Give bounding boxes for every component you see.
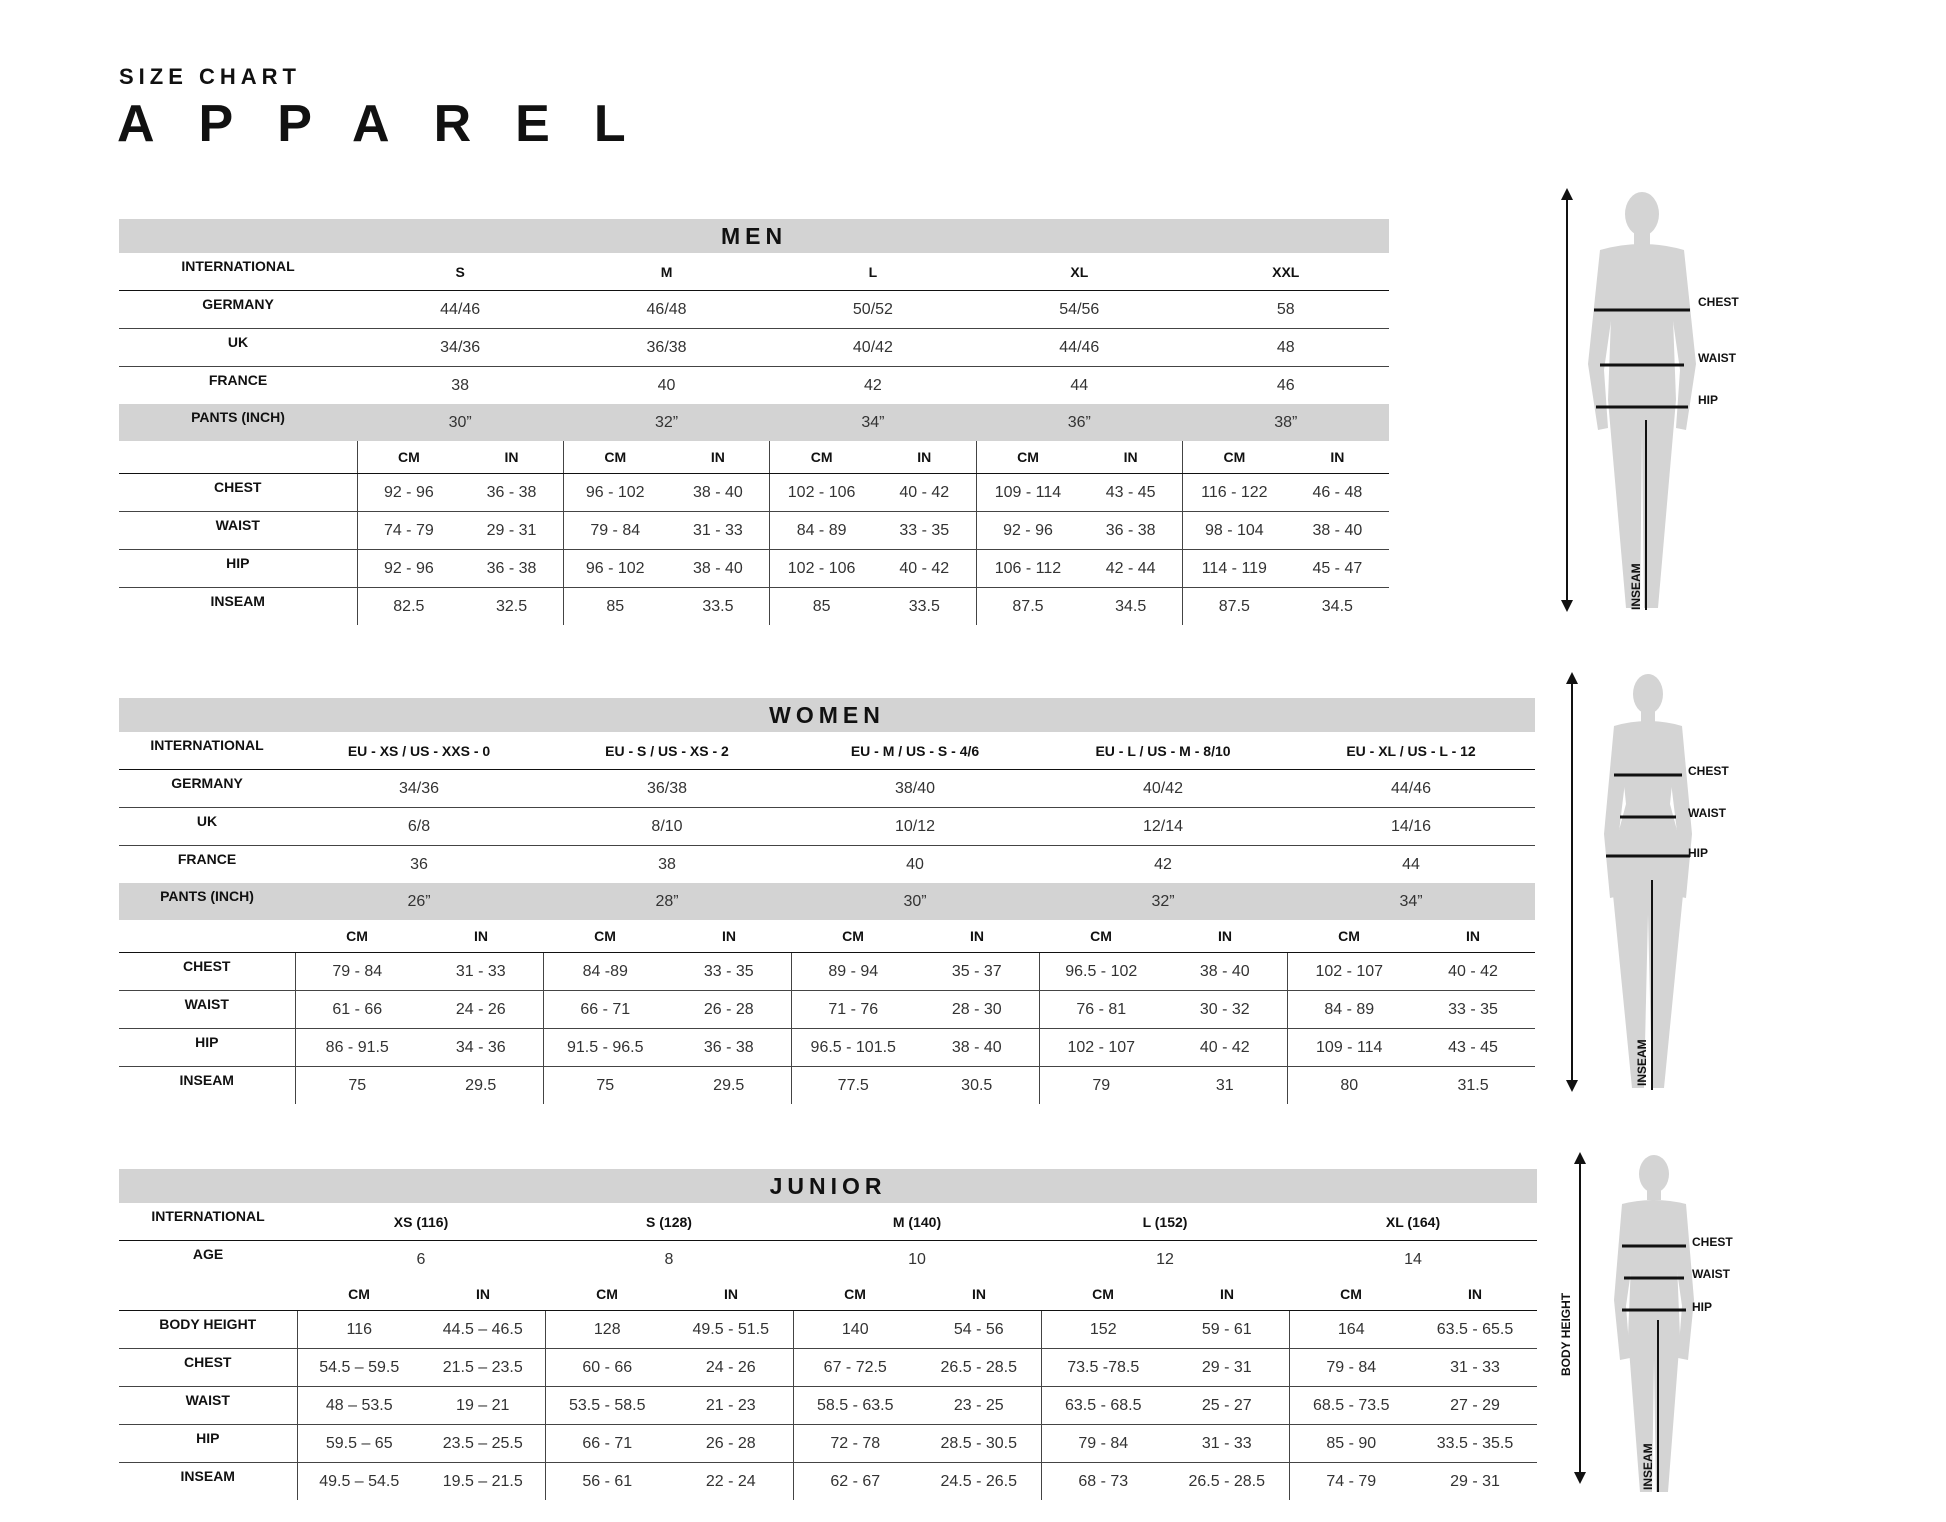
table-cell: 71 - 76 xyxy=(791,991,915,1029)
table-cell: 36/38 xyxy=(543,770,791,808)
table-cell: 27 - 29 xyxy=(1413,1387,1537,1425)
table-cell: 10 xyxy=(908,1250,926,1268)
row-label: UK xyxy=(119,329,357,367)
table-cell: 33.5 xyxy=(702,597,734,615)
table-cell: 114 - 119 xyxy=(1183,550,1286,588)
row-label: HIP xyxy=(119,1029,295,1067)
table-cell: 29 - 31 xyxy=(460,512,563,550)
table-cell: 59 - 61 xyxy=(1165,1311,1289,1349)
row-label: FRANCE xyxy=(177,851,237,867)
row-label: AGE xyxy=(192,1246,224,1262)
table-cell: 75 xyxy=(295,1067,419,1105)
table-cell: 19 – 21 xyxy=(421,1387,545,1425)
unit-header: IN xyxy=(460,441,563,474)
row-label: PANTS (INCH) xyxy=(119,404,357,441)
table-cell: 109 - 114 xyxy=(1287,1029,1411,1067)
table-cell: 73.5 -78.5 xyxy=(1041,1349,1165,1387)
table-cell: 29 - 31 xyxy=(1165,1349,1289,1387)
table-cell: 79 xyxy=(1039,1067,1163,1105)
size-header: XL xyxy=(976,253,1182,291)
chest-label: CHEST xyxy=(1692,1235,1733,1249)
chart-subtitle: SIZE CHART xyxy=(119,64,301,89)
table-cell: 38 - 40 xyxy=(1286,512,1389,550)
table-cell: 152 xyxy=(1041,1311,1165,1349)
table-cell: 32.5 xyxy=(495,597,528,615)
table-cell: 79 - 84 xyxy=(295,953,419,991)
table-cell: 80 xyxy=(1287,1067,1411,1105)
table-cell: 85 xyxy=(770,588,873,626)
unit-header: CM xyxy=(545,1278,669,1311)
hip-label: HIP xyxy=(1698,393,1719,407)
row-label: GERMANY xyxy=(119,770,295,808)
size-header: M (140) xyxy=(793,1203,1041,1241)
table-cell: 79 - 84 xyxy=(1041,1425,1165,1463)
unit-header: IN xyxy=(1286,441,1389,474)
body-silhouette-icon xyxy=(1588,192,1696,608)
table-cell: 87.5 xyxy=(1183,588,1286,626)
table-cell: 128 xyxy=(545,1311,669,1349)
table-cell: 26.5 - 28.5 xyxy=(917,1349,1041,1387)
table-cell: 68 - 73 xyxy=(1041,1463,1165,1501)
table-cell: 46 - 48 xyxy=(1286,474,1389,512)
unit-header: CM xyxy=(976,441,1079,474)
table-cell: 29.5 xyxy=(465,1076,497,1094)
table-cell: 31 - 33 xyxy=(1413,1349,1537,1387)
row-label: HIP xyxy=(119,550,357,588)
table-cell: 63.5 - 65.5 xyxy=(1413,1311,1537,1349)
size-header: EU - XS / US - XXS - 0 xyxy=(295,732,543,770)
table-cell: 23.5 – 25.5 xyxy=(421,1425,545,1463)
women-body-figure xyxy=(1560,664,1780,1104)
table-cell: 85 xyxy=(563,588,666,626)
row-label: PANTS (INCH) xyxy=(119,883,295,920)
table-cell: 31 - 33 xyxy=(1165,1425,1289,1463)
table-cell: 29.5 xyxy=(713,1076,745,1094)
table-cell: 30” xyxy=(791,883,1039,920)
row-label: WAIST xyxy=(119,1387,297,1425)
table-cell: 58 xyxy=(1183,291,1390,329)
unit-header: IN xyxy=(1079,441,1182,474)
row-label: INSEAM xyxy=(180,1468,235,1484)
unit-header: CM xyxy=(793,1278,917,1311)
table-cell: 49.5 - 51.5 xyxy=(669,1311,793,1349)
table-cell: 86 - 91.5 xyxy=(295,1029,419,1067)
table-cell: 24 - 26 xyxy=(419,991,543,1029)
size-header: XL (164) xyxy=(1289,1203,1537,1241)
table-cell: 31 - 33 xyxy=(667,512,770,550)
table-cell: 43 - 45 xyxy=(1411,1029,1535,1067)
unit-header: IN xyxy=(1163,920,1287,953)
table-cell: 36 - 38 xyxy=(667,1029,791,1067)
table-cell: 24.5 - 26.5 xyxy=(940,1472,1017,1490)
table-cell: 8 xyxy=(664,1250,674,1268)
table-cell: 102 - 106 xyxy=(770,474,873,512)
table-cell: 21 - 23 xyxy=(669,1387,793,1425)
size-header: L xyxy=(770,253,976,291)
table-cell: 53.5 - 58.5 xyxy=(545,1387,669,1425)
table-cell: 19.5 – 21.5 xyxy=(442,1472,523,1490)
table-cell: 34” xyxy=(770,404,976,441)
table-cell: 50/52 xyxy=(770,291,976,329)
size-header: EU - S / US - XS - 2 xyxy=(543,732,791,770)
table-cell: 98 - 104 xyxy=(1183,512,1286,550)
row-label: INSEAM xyxy=(210,593,265,609)
body-height-label: BODY HEIGHT xyxy=(1559,1292,1573,1376)
table-cell: 34/36 xyxy=(357,329,563,367)
table-cell: 84 - 89 xyxy=(770,512,873,550)
body-silhouette-icon xyxy=(1604,674,1692,1088)
table-cell: 42 - 44 xyxy=(1079,550,1182,588)
table-cell: 36 xyxy=(410,855,428,873)
table-cell: 31 - 33 xyxy=(419,953,543,991)
table-cell: 46 xyxy=(1276,376,1295,394)
table-cell: 38/40 xyxy=(791,770,1039,808)
table-cell: 33 - 35 xyxy=(873,512,976,550)
table-cell: 60 - 66 xyxy=(545,1349,669,1387)
size-header: EU - M / US - S - 4/6 xyxy=(791,732,1039,770)
table-cell: 72 - 78 xyxy=(793,1425,917,1463)
table-cell: 58.5 - 63.5 xyxy=(793,1387,917,1425)
table-cell: 75 xyxy=(543,1067,667,1105)
table-cell: 89 - 94 xyxy=(791,953,915,991)
table-cell: 21.5 – 23.5 xyxy=(421,1349,545,1387)
table-cell: 46/48 xyxy=(563,291,769,329)
table-cell: 38” xyxy=(1183,404,1390,441)
unit-header: IN xyxy=(667,441,770,474)
table-cell: 44/46 xyxy=(357,291,563,329)
row-label: INTERNATIONAL xyxy=(119,253,357,291)
table-cell: 91.5 - 96.5 xyxy=(543,1029,667,1067)
waist-label: WAIST xyxy=(1692,1267,1730,1281)
table-cell: 74 - 79 xyxy=(1289,1463,1413,1501)
table-cell: 36 - 38 xyxy=(460,550,563,588)
junior-body-figure xyxy=(1550,1140,1770,1510)
table-cell: 28.5 - 30.5 xyxy=(917,1425,1041,1463)
table-cell: 84 -89 xyxy=(543,953,667,991)
table-cell: 38 - 40 xyxy=(667,550,770,588)
size-header: L (152) xyxy=(1041,1203,1289,1241)
table-cell: 14 xyxy=(1404,1250,1422,1268)
men-size-table xyxy=(119,219,1389,625)
unit-header: CM xyxy=(1289,1278,1413,1311)
table-cell: 29 - 31 xyxy=(1450,1472,1500,1490)
table-cell: 40 xyxy=(906,855,924,873)
unit-header: IN xyxy=(1165,1278,1289,1311)
table-cell: 26.5 - 28.5 xyxy=(1188,1472,1265,1490)
table-cell: 38 xyxy=(451,376,470,394)
table-cell: 49.5 – 54.5 xyxy=(297,1463,421,1501)
men-section-title: MEN xyxy=(119,219,1389,253)
table-cell: 36” xyxy=(976,404,1182,441)
table-cell: 92 - 96 xyxy=(357,550,460,588)
table-cell: 42 xyxy=(864,376,882,394)
table-cell: 79 - 84 xyxy=(1289,1349,1413,1387)
table-cell: 68.5 - 73.5 xyxy=(1289,1387,1413,1425)
unit-header: CM xyxy=(563,441,666,474)
size-header: XXL xyxy=(1183,253,1390,291)
row-label: INTERNATIONAL xyxy=(119,732,295,770)
chest-label: CHEST xyxy=(1698,295,1739,309)
table-cell: 34.5 xyxy=(1115,597,1147,615)
unit-header: CM xyxy=(1041,1278,1165,1311)
row-label: WAIST xyxy=(119,512,357,550)
junior-size-table xyxy=(119,1169,1537,1500)
table-cell: 96.5 - 102 xyxy=(1039,953,1163,991)
table-cell: 38 - 40 xyxy=(915,1029,1039,1067)
table-cell: 96.5 - 101.5 xyxy=(791,1029,915,1067)
table-cell: 34.5 xyxy=(1321,597,1353,615)
table-cell: 102 - 106 xyxy=(770,550,873,588)
unit-corner xyxy=(119,441,357,474)
table-cell: 28” xyxy=(543,883,791,920)
table-cell: 34 - 36 xyxy=(419,1029,543,1067)
table-cell: 56 - 61 xyxy=(545,1463,669,1501)
unit-header: IN xyxy=(1411,920,1535,953)
table-cell: 30 - 32 xyxy=(1163,991,1287,1029)
row-label: CHEST xyxy=(119,953,295,991)
waist-label: WAIST xyxy=(1688,806,1726,820)
inseam-label: INSEAM xyxy=(1629,563,1643,610)
row-label: INTERNATIONAL xyxy=(119,1203,297,1241)
unit-header: CM xyxy=(1039,920,1163,953)
unit-header: CM xyxy=(791,920,915,953)
table-cell: 44/46 xyxy=(976,329,1182,367)
row-label: CHEST xyxy=(119,1349,297,1387)
unit-header: CM xyxy=(770,441,873,474)
table-cell: 40/42 xyxy=(770,329,976,367)
table-cell: 67 - 72.5 xyxy=(793,1349,917,1387)
row-label: CHEST xyxy=(119,474,357,512)
table-cell: 82.5 xyxy=(357,588,460,626)
row-label: FRANCE xyxy=(208,372,268,388)
women-section-title: WOMEN xyxy=(119,698,1535,732)
table-cell: 62 - 67 xyxy=(793,1463,917,1501)
table-cell: 63.5 - 68.5 xyxy=(1041,1387,1165,1425)
table-cell: 92 - 96 xyxy=(357,474,460,512)
size-header: S xyxy=(357,253,563,291)
table-cell: 33 - 35 xyxy=(667,953,791,991)
row-label: HIP xyxy=(119,1425,297,1463)
unit-header: IN xyxy=(917,1278,1041,1311)
table-cell: 79 - 84 xyxy=(563,512,666,550)
table-cell: 54.5 – 59.5 xyxy=(297,1349,421,1387)
unit-header: CM xyxy=(357,441,460,474)
table-cell: 164 xyxy=(1289,1311,1413,1349)
table-cell: 109 - 114 xyxy=(976,474,1079,512)
table-cell: 31.5 xyxy=(1457,1076,1489,1094)
men-body-figure xyxy=(1550,180,1770,620)
table-cell: 44 xyxy=(1402,855,1420,873)
table-cell: 22 - 24 xyxy=(705,1472,756,1490)
table-cell: 102 - 107 xyxy=(1287,953,1411,991)
row-label: UK xyxy=(119,808,295,846)
row-label: GERMANY xyxy=(119,291,357,329)
chart-title: APPAREL xyxy=(117,95,670,153)
table-cell: 54/56 xyxy=(976,291,1182,329)
table-cell: 66 - 71 xyxy=(545,1425,669,1463)
unit-header: CM xyxy=(295,920,419,953)
table-cell: 30” xyxy=(357,404,563,441)
table-cell: 40 - 42 xyxy=(1163,1029,1287,1067)
unit-header: IN xyxy=(419,920,543,953)
unit-header: CM xyxy=(1287,920,1411,953)
hip-label: HIP xyxy=(1692,1300,1713,1314)
table-cell: 33.5 xyxy=(908,597,940,615)
row-label: BODY HEIGHT xyxy=(119,1311,297,1349)
inseam-label: INSEAM xyxy=(1641,1443,1655,1490)
table-cell: 85 - 90 xyxy=(1289,1425,1413,1463)
table-cell: 38 - 40 xyxy=(1163,953,1287,991)
table-cell: 96 - 102 xyxy=(563,550,666,588)
table-cell: 54 - 56 xyxy=(917,1311,1041,1349)
table-cell: 10/12 xyxy=(791,808,1039,846)
unit-header: IN xyxy=(873,441,976,474)
table-cell: 48 – 53.5 xyxy=(297,1387,421,1425)
women-size-table xyxy=(119,698,1535,1104)
table-cell: 33 - 35 xyxy=(1411,991,1535,1029)
size-header: EU - L / US - M - 8/10 xyxy=(1039,732,1287,770)
table-cell: 12/14 xyxy=(1039,808,1287,846)
table-cell: 25 - 27 xyxy=(1165,1387,1289,1425)
table-cell: 36/38 xyxy=(563,329,769,367)
table-cell: 34/36 xyxy=(295,770,543,808)
table-cell: 36 - 38 xyxy=(460,474,563,512)
table-cell: 40 - 42 xyxy=(1411,953,1535,991)
table-cell: 40 xyxy=(657,376,676,394)
table-cell: 84 - 89 xyxy=(1287,991,1411,1029)
table-cell: 140 xyxy=(793,1311,917,1349)
junior-section-title: JUNIOR xyxy=(119,1169,1537,1203)
table-cell: 38 - 40 xyxy=(667,474,770,512)
chest-label: CHEST xyxy=(1688,764,1729,778)
table-cell: 6 xyxy=(416,1250,426,1268)
table-cell: 44 xyxy=(1070,376,1089,394)
table-cell: 33.5 - 35.5 xyxy=(1413,1425,1537,1463)
table-cell: 26 - 28 xyxy=(667,991,791,1029)
waist-label: WAIST xyxy=(1698,351,1736,365)
table-cell: 61 - 66 xyxy=(295,991,419,1029)
table-cell: 116 - 122 xyxy=(1183,474,1286,512)
table-cell: 6/8 xyxy=(295,808,543,846)
unit-header: IN xyxy=(1413,1278,1537,1311)
hip-label: HIP xyxy=(1688,846,1709,860)
table-cell: 45 - 47 xyxy=(1286,550,1389,588)
unit-header: IN xyxy=(667,920,791,953)
table-cell: 26” xyxy=(295,883,543,920)
table-cell: 40 - 42 xyxy=(873,474,976,512)
table-cell: 106 - 112 xyxy=(976,550,1079,588)
table-cell: 32” xyxy=(1039,883,1287,920)
table-cell: 48 xyxy=(1183,329,1390,367)
unit-corner xyxy=(119,920,295,953)
table-cell: 32” xyxy=(563,404,769,441)
table-cell: 30.5 xyxy=(961,1076,993,1094)
table-cell: 77.5 xyxy=(791,1067,915,1105)
table-cell: 40/42 xyxy=(1039,770,1287,808)
table-cell: 12 xyxy=(1156,1250,1174,1268)
table-cell: 40 - 42 xyxy=(873,550,976,588)
unit-corner xyxy=(119,1278,297,1311)
table-cell: 116 xyxy=(297,1311,421,1349)
table-cell: 38 xyxy=(658,855,676,873)
unit-header: CM xyxy=(297,1278,421,1311)
table-cell: 43 - 45 xyxy=(1079,474,1182,512)
body-silhouette-icon xyxy=(1614,1155,1694,1492)
size-header: M xyxy=(563,253,769,291)
size-header: S (128) xyxy=(545,1203,793,1241)
size-header: EU - XL / US - L - 12 xyxy=(1287,732,1535,770)
table-cell: 23 - 25 xyxy=(917,1387,1041,1425)
table-cell: 26 - 28 xyxy=(669,1425,793,1463)
unit-header: IN xyxy=(669,1278,793,1311)
table-cell: 34” xyxy=(1287,883,1535,920)
table-cell: 42 xyxy=(1154,855,1172,873)
unit-header: IN xyxy=(421,1278,545,1311)
table-cell: 96 - 102 xyxy=(563,474,666,512)
table-cell: 31 xyxy=(1215,1076,1234,1094)
table-cell: 24 - 26 xyxy=(669,1349,793,1387)
table-cell: 35 - 37 xyxy=(915,953,1039,991)
table-cell: 14/16 xyxy=(1287,808,1535,846)
table-cell: 74 - 79 xyxy=(357,512,460,550)
unit-header: CM xyxy=(543,920,667,953)
table-cell: 102 - 107 xyxy=(1039,1029,1163,1067)
size-header: XS (116) xyxy=(297,1203,545,1241)
table-cell: 44/46 xyxy=(1287,770,1535,808)
table-cell: 59.5 – 65 xyxy=(297,1425,421,1463)
unit-header: IN xyxy=(915,920,1039,953)
table-cell: 36 - 38 xyxy=(1079,512,1182,550)
table-cell: 28 - 30 xyxy=(915,991,1039,1029)
unit-header: CM xyxy=(1183,441,1286,474)
table-cell: 44.5 – 46.5 xyxy=(421,1311,545,1349)
table-cell: 8/10 xyxy=(543,808,791,846)
table-cell: 66 - 71 xyxy=(543,991,667,1029)
row-label: WAIST xyxy=(119,991,295,1029)
table-cell: 87.5 xyxy=(976,588,1079,626)
table-cell: 76 - 81 xyxy=(1039,991,1163,1029)
row-label: INSEAM xyxy=(179,1072,234,1088)
table-cell: 92 - 96 xyxy=(976,512,1079,550)
inseam-label: INSEAM xyxy=(1635,1039,1649,1086)
